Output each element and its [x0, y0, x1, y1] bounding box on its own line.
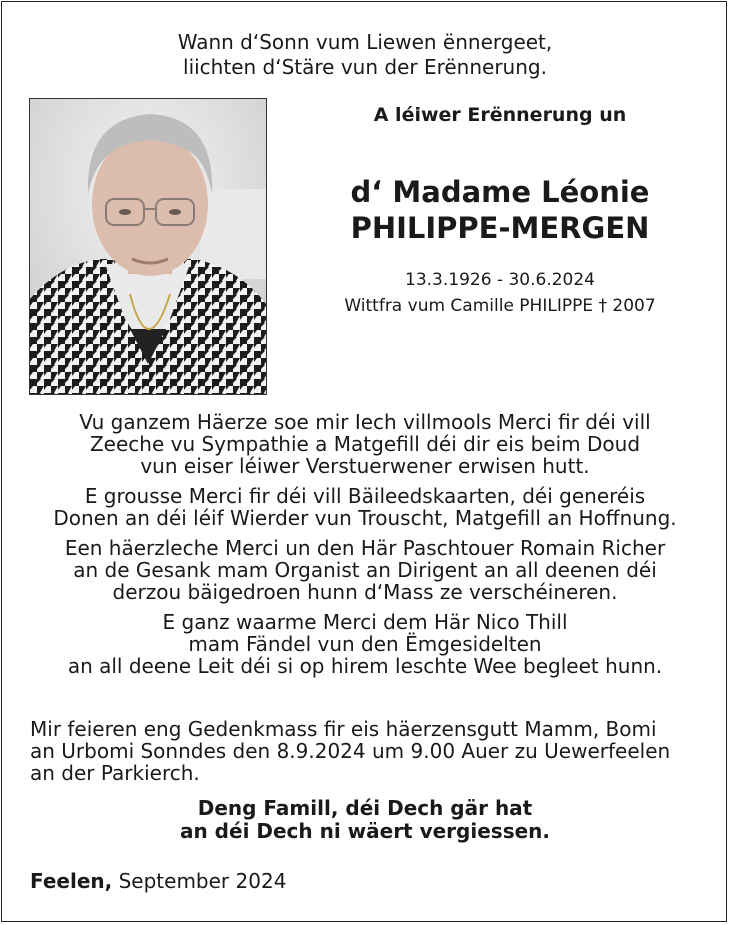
mass-line: an Urbomi Sonndes den 8.9.2024 um 9.00 Auer zu Uewerfeelen [30, 739, 671, 763]
thanks-section [0, 411, 730, 685]
place-date [30, 869, 286, 893]
thanks-paragraph [0, 611, 730, 677]
widow-note: Wittfra vum Camille PHILIPPE † 2007 [344, 296, 656, 316]
place-town: Feelen, [30, 869, 113, 893]
mass-line: an der Parkierch. [30, 761, 200, 785]
life-dates-block [290, 267, 710, 319]
life-dates: 13.3.1926 - 30.6.2024 [405, 270, 595, 290]
thanks-line: E ganz waarme Merci dem Här Nico Thill [162, 610, 568, 634]
family-line-2: an déi Dech ni wäert vergiessen. [179, 819, 550, 843]
thanks-line: mam Fändel vun den Ëmgesidelten [188, 632, 542, 656]
thanks-paragraph [0, 537, 730, 603]
thanks-line: vun eiser léiwer Verstuerwener erwisen hutt. [140, 454, 590, 478]
name-line-1: d‘ Madame Léonie [350, 175, 650, 209]
thanks-line: Een häerzleche Merci un den Här Paschtouer Romain Richer [64, 536, 666, 560]
family-signature [0, 797, 730, 843]
motto-line-1: Wann d‘Sonn vum Liewen ënnergeet, [177, 30, 553, 54]
thanks-line: Donen an déi léif Wierder vun Trouscht, Matgefill an Hoffnung. [53, 506, 677, 530]
thanks-paragraph [0, 411, 730, 477]
family-line-1: Deng Famill, déi Dech gär hat [197, 796, 533, 820]
thanks-line: Vu ganzem Häerze soe mir Iech villmools Merci fir déi vill [79, 410, 651, 434]
motto-line-2: liichten d‘Stäre vun der Erënnerung. [183, 55, 547, 79]
thanks-line: derzou bäigedroen hunn d‘Mass ze verschéineren. [112, 580, 618, 604]
deceased-name [290, 174, 710, 246]
thanks-line: an de Gesank mam Organist an Dirigent an all deenen déi [73, 558, 657, 582]
motto [0, 30, 730, 80]
intro-heading: A léiwer Erënnerung un [373, 104, 627, 126]
mass-line: Mir feieren eng Gedenkmass fir eis häerzensgutt Mamm, Bomi [30, 717, 657, 741]
thanks-paragraph [0, 485, 730, 529]
memorial-mass-text [30, 718, 720, 784]
name-line-2: PHILIPPE-MERGEN [350, 211, 650, 245]
place-month: September 2024 [118, 869, 287, 893]
portrait-photo [29, 98, 267, 395]
thanks-line: E grousse Merci fir déi vill Bäileedskaarten, déi generéis [84, 484, 646, 508]
thanks-line: an all deene Leit déi si op hirem leschte Wee begleet hunn. [67, 654, 663, 678]
thanks-line: Zeeche vu Sympathie a Matgefill déi dir eis beim Doud [89, 432, 641, 456]
